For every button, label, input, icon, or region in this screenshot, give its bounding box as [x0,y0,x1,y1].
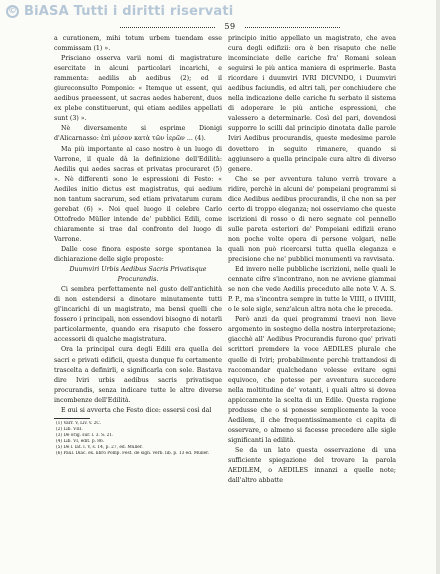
paragraph: principio initio appellato un magistrato, che avea cura degli edifizii: ora è ben risaputo che nelle incominciate delle cariche fra' Romani solean seguirsi le più antica maniera di esprimerle. Basta ricordare i duumviri IVRI DICVNDO, i Duumviri aedibus faciundis, ed altri tali, per conchiudere che nella indicazione delle cariche fu serbato il sistema di adoperare le più antiche espressioni, che valessero a determinarle. Così del pari, dovendosi supporre lo scilli dal principio dinotata dalle parole Iviri Aedibus procurandis, queste medesime parole dovettero in seguito rimanere, quando si aggiunsero a quella principale cura altre di diverso genere. [228,35,396,173]
header-rule-right [245,27,340,28]
footnote: (2) Lib. VIII. [56,427,83,433]
paragraph: Ci sembra perfettamente nel gusto dell'antichità di non estendersi a dinotare minutamente tutti gl'incarichi di un magistrato, ma bensì quelli che fossero i principali, non essendovi bisogno di notarli particolarmente, quando era risaputo che fossero accessorii di qualche magistratura. [54,286,222,344]
footnote: (6) Paul. Diac. ex. libro Pomp. Fest. de sign. verb. lib. p. 13 ed. Muller. [56,451,210,457]
footnote: (5) De l. lat. l. V, s. 14, p. 27, ed. Muller. [56,445,143,451]
paragraph: Però anzi da quei programmi traevi non lieve argomento in sostegno della nostra interpretazione; giacchè all' Aedibus Procurandis furono que' privati scrittori premdere la voce AEDILES plurale che quelle di Iviri; probabilmente perchè trattandosi di raccomandar qualchedano volesse evitare ogni equivoco, che potesse per avventura succedere nella moltitudine de' votanti, i quali altro si dovea appiccamente la scelta di un Edile. Questa ragione produsse che o si ponesse semplicemente la voce Aedilem, il che frequentissimamente ci capita di osservare, o almeno si facesse precedere alle sigle significanti la edilità. [228,316,396,444]
paragraph: Ed invero nelle pubbliche iscrizioni, nelle quali le cennate cifre s'incontrano, non ne avviene giammai se non che vede Aedilis preceduto alle note V. A. S. P. P., ma s'incontra sempre in tutte le VIIII, o IIVIIII, o le sole sigle, senz'alcun altra nota che le preceda. [228,266,396,314]
right-column [228,34,396,532]
left-column [54,34,222,412]
copyright-icon: © [7,6,18,16]
page-header [60,22,400,31]
paragraph: Prisciano osserva varii nomi di magistrature esercitate in alcuni particolari incarichi, e rammenta: aedilis ab aedibus (2); ed il giureconsulto Pomponio: « Itemque ut essent, qui aedibus praeessent, ut sacras aedes haberent, duos ex plebe constituerunt, qui etiam aediles appellati sunt (3) ». [54,55,222,123]
paragraph: Nè diversamente si esprime Dionigi d'Alicarnasso: ἐπὶ μέσον κατὰ τῶν ἱερῶν ... (4). [54,125,222,143]
paragraph: Dalle cose finora esposte sorge spontanea la dichiarazione delle sigle proposte: [54,245,222,264]
paragraph: Che se per avventura taluno verrà trovare a ridire, perchè in alcuni de' pompeiani programmi si dice Aedibus aedibus procurandis, il che non sa per certo di troppo eleganza; noi osserviamo che queste iscrizioni di rosso o di nero segnate col pennello sulle pareta esteriori de' Pompeiani edifizii erano non poche volte opera di persone volgari, nelle quali non può ricercarsi tutta quella eleganza e precisione che ne' pubblici monumenti va ravvisata. [228,175,396,264]
paragraph: Ora la principal cura degli Edili era quella dei sacri e privati edificii, questa dunque fu certamente trascelta a definirli, e significarla con sole. Bastava dire Iviri urbis aedibus sacris privatisque procurandis, senza indicare tutte le altre diverse incombenze dell'Edilità. [54,346,222,404]
footnote-rule [54,418,90,419]
footnotes [56,421,220,458]
footnote: (4) Lib. VI, edit. p. 86. [56,439,105,445]
watermark-text: BiASA Tutti i diritti riservati [24,4,234,19]
paragraph: E qui si avverta che Festo dice: essersi così dal [61,406,212,412]
paragraph: Ma più importante al caso nostro è un luogo di Varrone, il quale dà la definizione dell'Edilità: Aedilis qui aedes sacras et privatas procuraret (5) ». Nè differenti sono le espressioni di Festo: « Aediles initio dictus est magistratus, qui aedium non tantum sacrarum, sed etiam privatarum curam gerebat (6) ». Noi quel luogo il celebre Carlo Ottofredo Müller intende de' pubblici Edili, come chiaramente si trae dal confronto del luogo di Varrone. [54,145,222,243]
copyright-watermark [6,4,233,19]
footnote: (1) Varr. V, Liv. v. 2C. [56,421,101,426]
paragraph: Se da un lato questa osservazione di una sufficiente spiegazione del trovare la parola AEDILEM, o AEDILES innanzi a quelle note; dall'altro abbatte [228,446,396,485]
page-number: 59 [224,22,236,31]
paragraph: a curationem, mihi totum urbem tuendam esse commissam (1) ». [54,35,222,53]
page-edge [436,0,440,574]
footnote: (3) De orig. sur. l. 3. S. 21. [56,433,114,439]
header-rule-left [120,27,215,28]
paragraph: Duumviri Urbis Aedibus Sacris Privatisque Procurandis. [69,266,207,284]
